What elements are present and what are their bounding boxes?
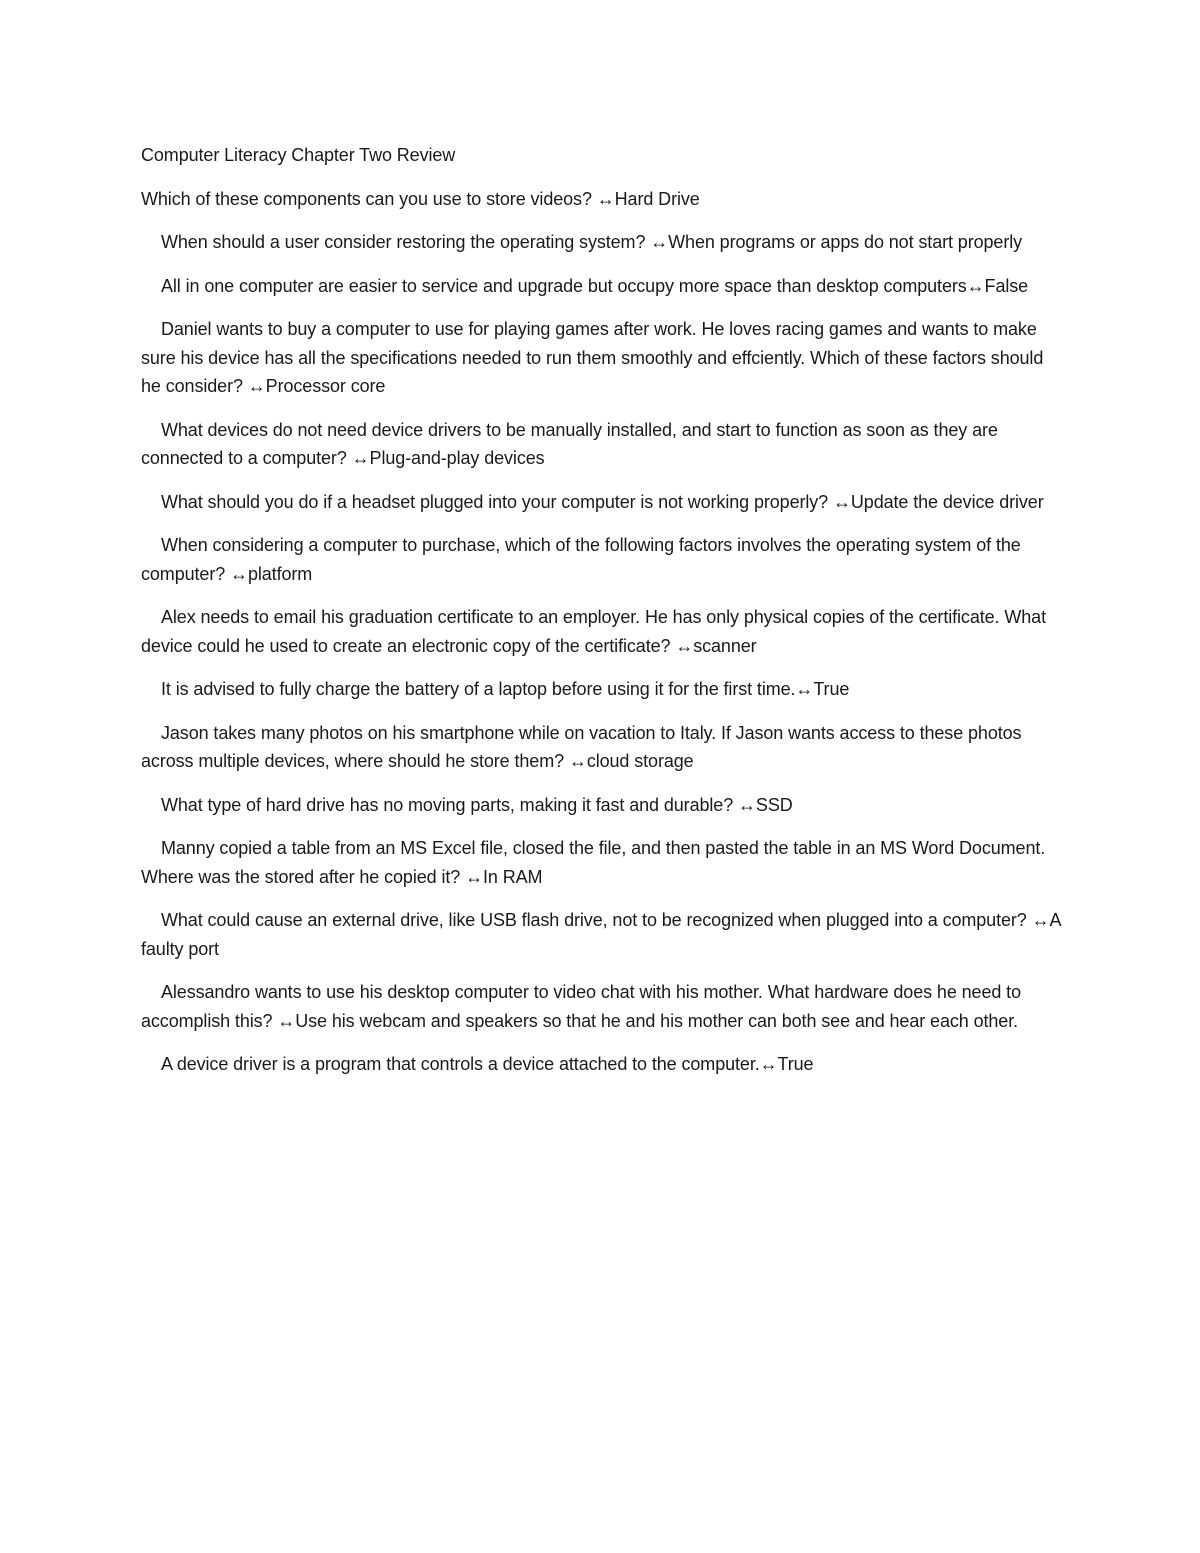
review-item: Which of these components can you use to store videos? ↔Hard Drive [141, 188, 700, 209]
review-item: A device driver is a program that controls a device attached to the computer.↔True [161, 1054, 814, 1074]
review-item: Alex needs to email his graduation certificate to an employer. He has only physical copies of the certificate. What device could he used to create an electronic copy of the certificate? ↔scanner [141, 607, 1046, 656]
review-item: Manny copied a table from an MS Excel file, closed the file, and then pasted the table in an MS Word Document. Where was the stored after he copied it? ↔In RAM [141, 838, 1046, 887]
document-title: Computer Literacy Chapter Two Review [141, 145, 456, 165]
review-item: What should you do if a headset plugged into your computer is not working properly? ↔Update the device driver [161, 491, 1044, 512]
review-item: What devices do not need device drivers to be manually installed, and start to function as soon as they are connected to a computer? ↔Plug-and-play devices [141, 419, 998, 468]
review-item: When considering a computer to purchase, which of the following factors involves the operating system of the computer? ↔platform [141, 535, 1021, 584]
review-item: When should a user consider restoring the operating system? ↔When programs or apps do not start properly [161, 232, 1023, 252]
review-item: Jason takes many photos on his smartphone while on vacation to Italy. If Jason wants access to these photos across multiple devices, where should he store them? ↔cloud storage [141, 722, 1022, 771]
review-item: What type of hard drive has no moving parts, making it fast and durable? ↔SSD [161, 794, 793, 815]
review-item: Alessandro wants to use his desktop computer to video chat with his mother. What hardware does he need to accomplish this? ↔Use his webcam and speakers so that he and his mother can both see and hear each other. [141, 982, 1021, 1031]
review-item: It is advised to fully charge the battery of a laptop before using it for the first time.↔True [161, 679, 850, 699]
review-item: What could cause an external drive, like USB flash drive, not to be recognized when plugged into a computer? ↔A faulty port [141, 910, 1061, 959]
review-item: Daniel wants to buy a computer to use for playing games after work. He loves racing games and wants to make sure his device has all the specifications needed to run them smoothly and effciently. Which of these factors should he consider? ↔Processor core [141, 319, 1044, 396]
document-body [141, 141, 1061, 1094]
review-item: All in one computer are easier to service and upgrade but occupy more space than desktop computers↔False [161, 275, 1029, 296]
